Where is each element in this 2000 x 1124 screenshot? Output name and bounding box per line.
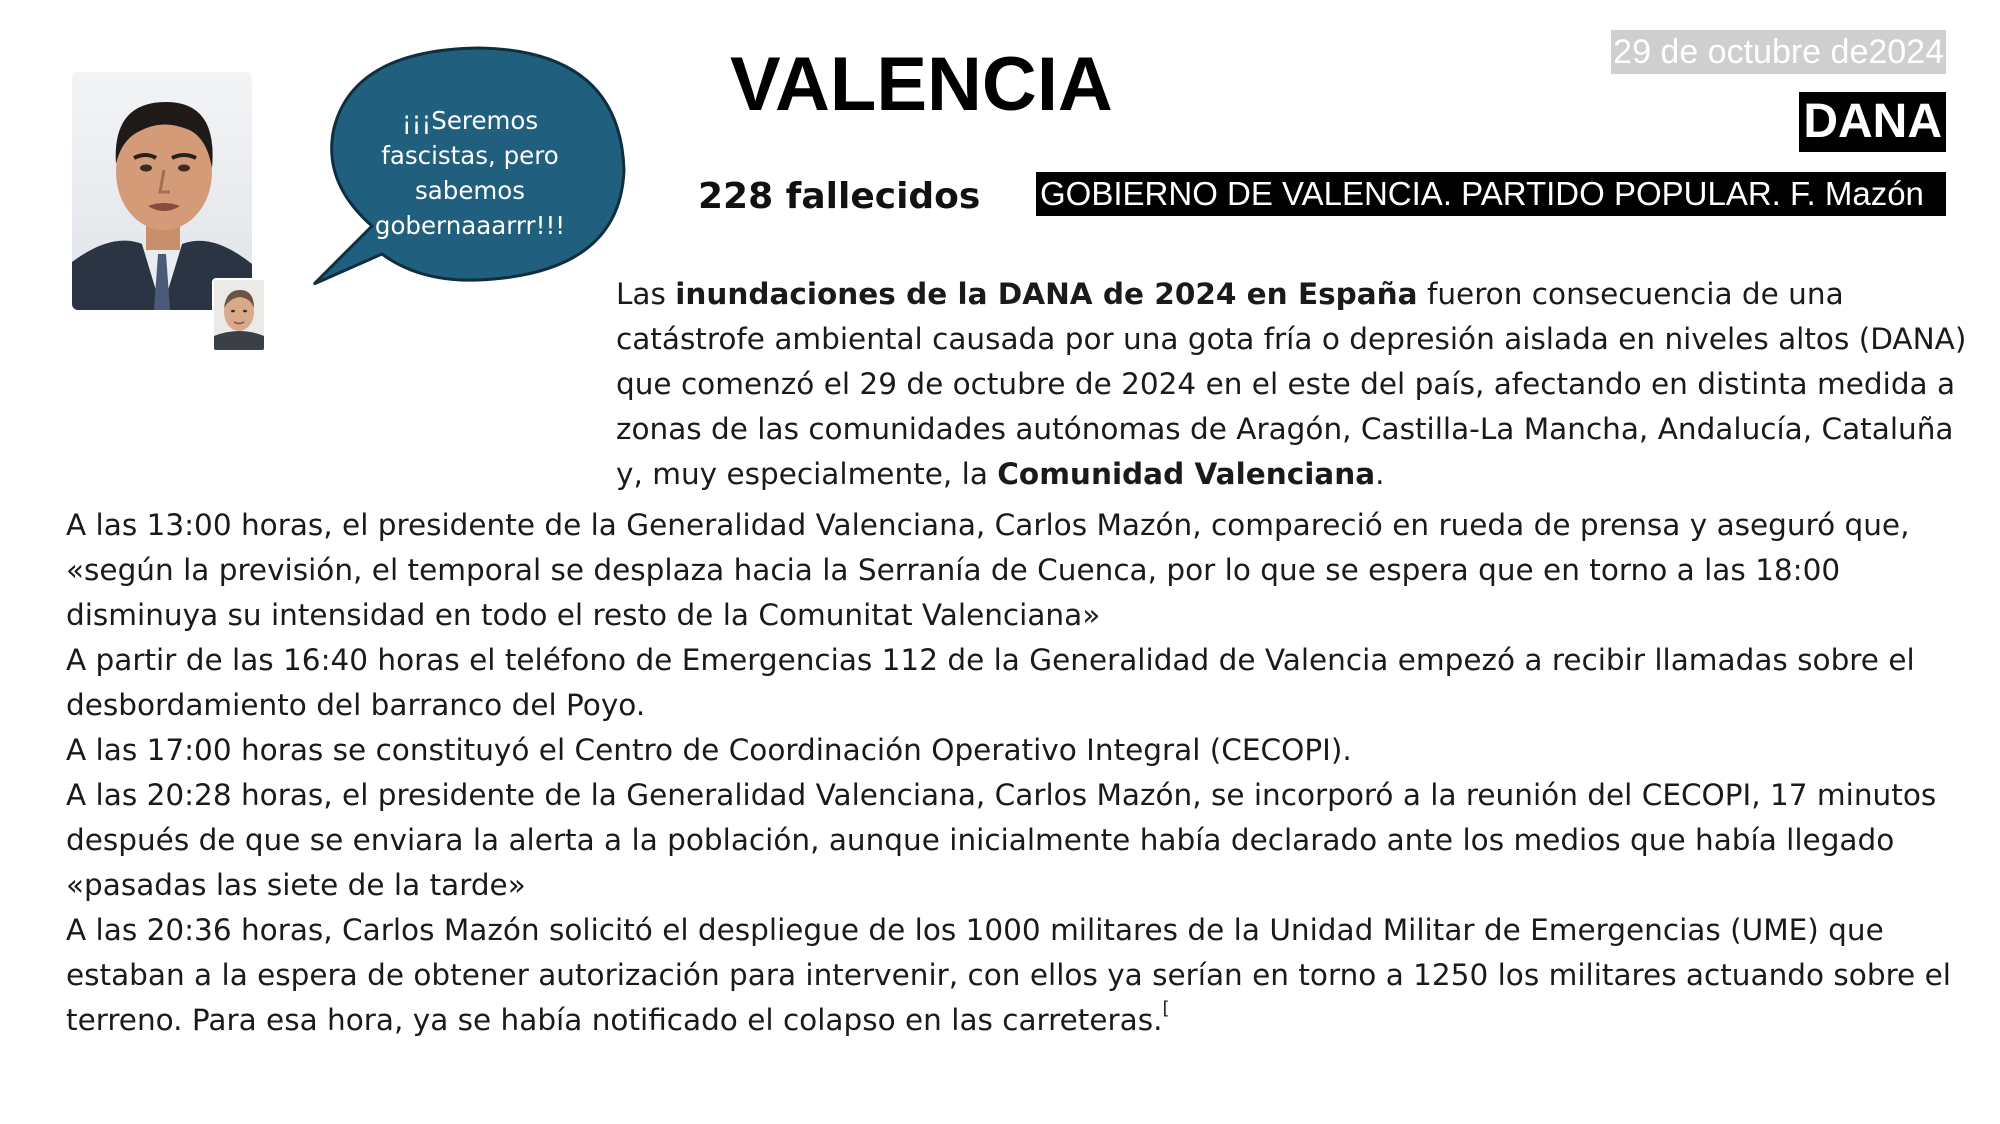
intro-bold-text: inundaciones de la DANA de 2024 en España: [675, 277, 1418, 311]
timeline-entry: A las 17:00 horas se constituyó el Centro de Coordinación Operativo Integral (CECOPI).: [66, 733, 1352, 767]
footnote-mark: [: [1162, 998, 1170, 1019]
inset-portrait-illustration: [214, 280, 264, 350]
timeline-entry: A partir de las 16:40 horas el teléfono de Emergencias 112 de la Generalidad de Valencia empezó a recibir llamadas sobre el desbordamiento del barranco del Poyo.: [66, 643, 1915, 722]
intro-text: Las: [616, 277, 676, 311]
portrait-photo: [72, 72, 252, 310]
intro-text: fueron consecuencia de una catástrofe ambiental causada por una gota fría o depresión aislada en niveles altos (DANA) que comenzó el 29 de octubre de 2024 en el este del país, afectando en distinta medida a zonas de las comunidades autónomas de Aragón, Castilla-La Mancha, Andalucía, Cataluña y, muy especialmente, la: [616, 277, 1967, 491]
speech-bubble-line: fascistas, pero: [381, 141, 559, 170]
timeline-entry: A las 20:28 horas, el presidente de la Generalidad Valenciana, Carlos Mazón, se incorporó a la reunión del CECOPI, 17 minutos después de que se enviara la alerta a la población, aunque inicialmente había declarado ante los medios que había llegado «pasadas las siete de la tarde»: [66, 778, 1937, 902]
intro-bold-text: Comunidad Valenciana: [997, 457, 1376, 491]
timeline-entry-text: A las 20:36 horas, Carlos Mazón solicitó el despliegue de los 1000 militares de la Unidad Militar de Emergencias (UME) que estaban a la espera de obtener autorización para intervenir, con ellos ya serían en torno a 1250 los militares actuando sobre el terreno. Para esa hora, ya se había notificado el colapso en las carreteras.: [66, 913, 1951, 1037]
timeline-entry-last: [66, 908, 1976, 1043]
government-label: GOBIERNO DE VALENCIA. PARTIDO POPULAR. F. Mazón: [1036, 172, 1946, 216]
speech-bubble-text: [355, 103, 585, 243]
speech-bubble-line: gobernaaarrr!!!: [374, 211, 566, 240]
speech-bubble-line: sabemos: [414, 176, 526, 205]
page-title: VALENCIA: [730, 42, 1113, 127]
deaths-count: 228 fallecidos: [698, 176, 981, 217]
timeline: [66, 503, 1976, 1043]
inset-portrait-photo: [212, 278, 266, 352]
date-label: 29 de octubre de2024: [1611, 30, 1946, 74]
portrait-illustration: [72, 72, 252, 310]
timeline-entry: A las 13:00 horas, el presidente de la Generalidad Valenciana, Carlos Mazón, compareció en rueda de prensa y aseguró que, «según la previsión, el temporal se desplaza hacia la Serranía de Cuenca, por lo que se espera que en torno a las 18:00 disminuya su intensidad en todo el resto de la Comunitat Valenciana»: [66, 508, 1910, 632]
intro-paragraph: [616, 272, 1976, 497]
intro-text: .: [1375, 457, 1385, 491]
speech-bubble-line: ¡¡¡Seremos: [401, 106, 539, 135]
dana-label: DANA: [1799, 92, 1946, 152]
